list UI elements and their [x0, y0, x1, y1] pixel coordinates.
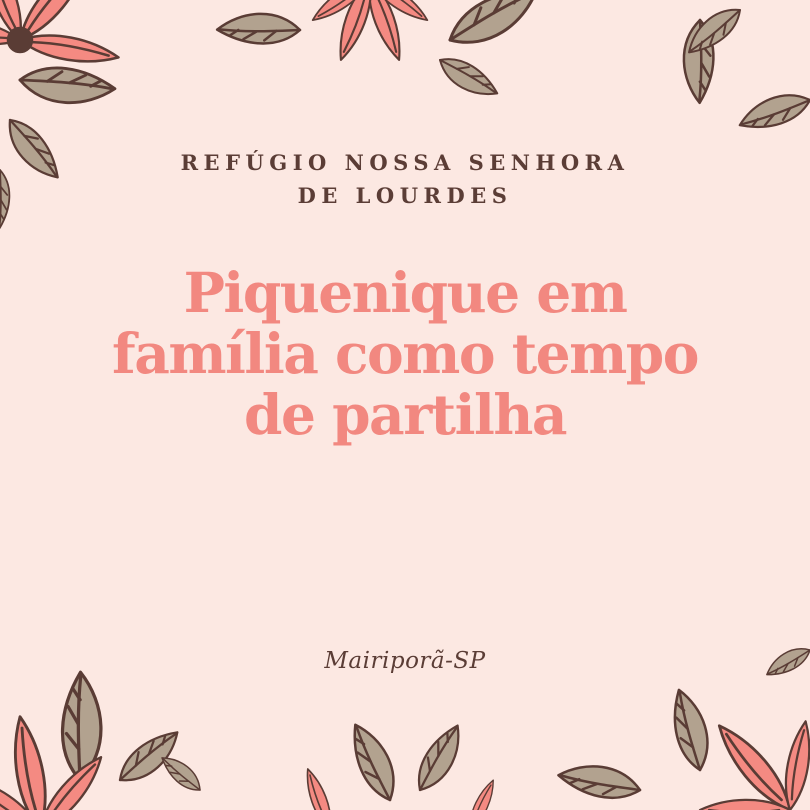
- event-location: Mairiporã-SP: [324, 648, 486, 674]
- organization-name-line-1: REFÚGIO NOSSA SENHORA: [180, 150, 630, 175]
- organization-name: [0, 146, 810, 212]
- organization-name-line-2: DE LOURDES: [297, 183, 513, 208]
- headline-line-3: de partilha: [244, 382, 566, 447]
- headline-line-2: família como tempo: [112, 321, 698, 386]
- event-headline: [0, 262, 810, 445]
- headline-line-1: Piquenique em: [183, 260, 627, 325]
